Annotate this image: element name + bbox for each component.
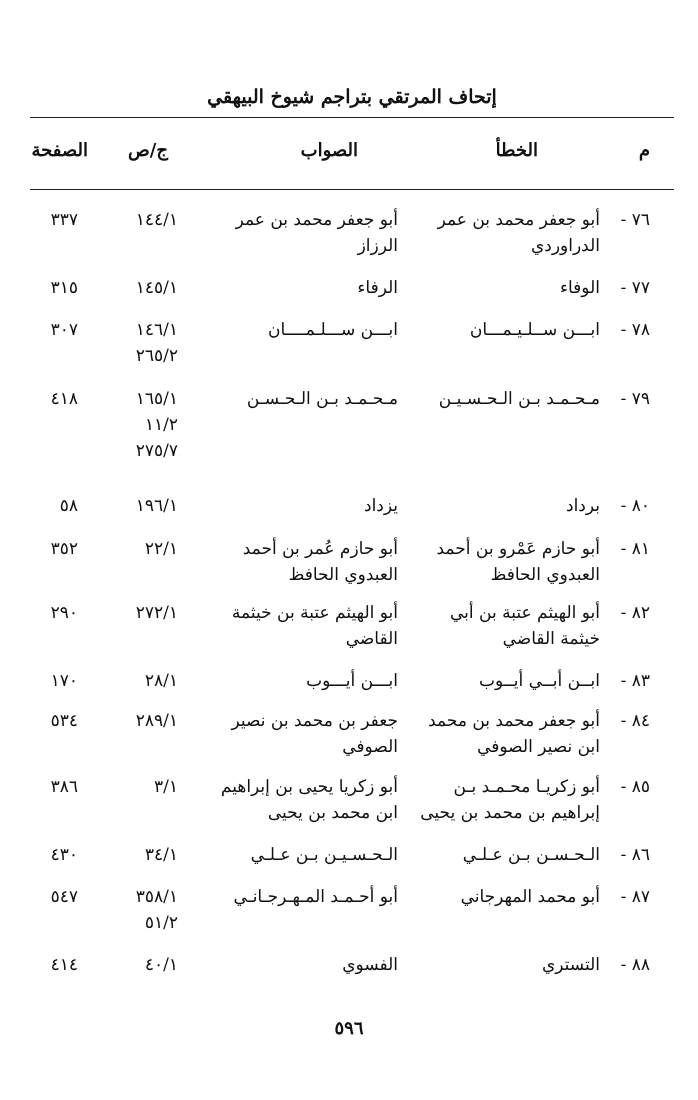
volume-page-ref [108, 952, 178, 978]
volume-page-ref-line: ١١/٢ [144, 415, 178, 435]
wrong-text-line: خيثمة القاضي [502, 629, 600, 649]
wrong-text-line: مـحـمـد بـن الـحـسـيـن [438, 389, 600, 409]
correct-text-line: أبو جعفر محمد بن عمر [235, 210, 398, 230]
page-ref [28, 708, 78, 734]
wrong-text-line: إبراهيم بن محمد بن يحيى [420, 803, 600, 823]
wrong-text-line: الدراوردي [530, 236, 600, 256]
volume-page-ref [108, 317, 178, 369]
correct-text-line: يزداد [364, 496, 398, 516]
volume-page-ref-line: ٢٢/١ [144, 539, 178, 559]
entry-number-line: ٨٠ - [620, 496, 650, 516]
correct-text [198, 386, 398, 412]
entry-number-line: ٨٨ - [620, 955, 650, 975]
correct-text [198, 207, 398, 259]
header-right: الصواب [300, 140, 358, 161]
volume-page-ref [108, 842, 178, 868]
wrong-text [400, 708, 600, 760]
wrong-text-line: ابن نصير الصوفي [477, 737, 600, 757]
entry-number-line: ٧٦ - [620, 210, 650, 230]
volume-page-ref-line: ٣٤/١ [144, 845, 178, 865]
wrong-text [400, 668, 600, 694]
entry-number-line: ٨٢ - [620, 603, 650, 623]
volume-page-ref-line: ١٤٤/١ [135, 210, 178, 230]
page-ref-line: ٥٨ [59, 496, 78, 516]
correct-text-line: أبو زكريا يحيى بن إبراهيم [220, 777, 398, 797]
correct-text [198, 493, 398, 519]
entry-number-line: ٨٤ - [620, 711, 650, 731]
volume-page-ref-line: ٢٧٥/٧ [135, 441, 178, 461]
volume-page-ref [108, 600, 178, 626]
correct-text [198, 668, 398, 694]
page-ref-line: ٣٥٢ [50, 539, 78, 559]
entry-number-line: ٧٨ - [620, 320, 650, 340]
entry-number-line: ٨٥ - [620, 777, 650, 797]
page-ref-line: ٢٩٠ [50, 603, 78, 623]
page-ref-line: ٣٣٧ [50, 210, 78, 230]
wrong-text-line: أبو محمد المهرجاني [460, 887, 600, 907]
page-ref [28, 600, 78, 626]
correct-text-line: مـحـمـد بـن الـحـسـن [246, 389, 398, 409]
wrong-text [400, 952, 600, 978]
wrong-text-line: أبو جعفر محمد بن محمد [428, 711, 600, 731]
volume-page-ref-line: ٥١/٢ [144, 913, 178, 933]
volume-page-ref-line: ١٦٥/١ [135, 389, 178, 409]
correct-text-line: الفسوي [342, 955, 398, 975]
volume-page-ref-line: ١٤٦/١ [135, 320, 178, 340]
correct-text-line: الصوفي [342, 737, 398, 757]
correct-text-line: ابـــن أيـــوب [306, 671, 398, 691]
wrong-text-line: العبدوي الحافظ [490, 565, 600, 585]
wrong-text [400, 275, 600, 301]
wrong-text [400, 600, 600, 652]
page-number: ٥٩٦ [334, 1018, 364, 1039]
header-wrong: الخطأ [495, 140, 538, 161]
wrong-text-line: التستري [541, 955, 600, 975]
page-ref [28, 493, 78, 519]
wrong-text [400, 536, 600, 588]
correct-text-line: أبو الهيثم عتبة بن خيثمة [231, 603, 398, 623]
correct-text [198, 317, 398, 343]
wrong-text-line: أبو جعفر محمد بن عمر [437, 210, 600, 230]
volume-page-ref [108, 536, 178, 562]
page-ref-line: ٣١٥ [50, 278, 78, 298]
volume-page-ref-line: ٤٠/١ [144, 955, 178, 975]
wrong-text-line: الـحـسـن بـن عـلـي [462, 845, 600, 865]
wrong-text [400, 317, 600, 343]
correct-text-line: ابـــن ســـلـمــــان [268, 320, 398, 340]
volume-page-ref-line: ٢٨/١ [144, 671, 178, 691]
wrong-text [400, 774, 600, 826]
header-page: الصفحة [31, 140, 88, 161]
correct-text [198, 952, 398, 978]
correct-text [198, 275, 398, 301]
running-title: إتحاف المرتقي بتراجم شيوخ البيهقي [207, 86, 497, 108]
volume-page-ref-line: ٢٦٥/٢ [135, 346, 178, 366]
header-ref: ج/ص [128, 140, 168, 161]
correct-text [198, 842, 398, 868]
page-ref-line: ٥٤٧ [50, 887, 78, 907]
volume-page-ref-line: ١٤٥/١ [135, 278, 178, 298]
correct-text-line: ابن محمد بن يحيى [267, 803, 398, 823]
wrong-text [400, 842, 600, 868]
page-ref [28, 952, 78, 978]
page-ref-line: ٤١٤ [50, 955, 78, 975]
page-ref [28, 774, 78, 800]
volume-page-ref [108, 774, 178, 800]
volume-page-ref [108, 207, 178, 233]
correct-text-line: القاضي [345, 629, 398, 649]
correct-text-line: جعفر بن محمد بن نصير [231, 711, 398, 731]
page-ref [28, 842, 78, 868]
page-ref-line: ٤١٨ [50, 389, 78, 409]
wrong-text [400, 493, 600, 519]
wrong-text-line: أبو الهيثم عتبة بن أبي [450, 603, 600, 623]
volume-page-ref-line: ٣٥٨/١ [135, 887, 178, 907]
header-num: م [638, 140, 650, 161]
page-ref [28, 275, 78, 301]
entry-number-line: ٨١ - [620, 539, 650, 559]
entry-number-line: ٧٩ - [620, 389, 650, 409]
page-ref [28, 317, 78, 343]
page-ref [28, 536, 78, 562]
page-ref [28, 386, 78, 412]
volume-page-ref [108, 386, 178, 464]
entry-number-line: ٨٧ - [620, 887, 650, 907]
correct-text [198, 884, 398, 910]
page-ref [28, 668, 78, 694]
entry-number-line: ٨٣ - [620, 671, 650, 691]
wrong-text-line: الوفاء [560, 278, 600, 298]
page-ref [28, 207, 78, 233]
entry-number-line: ٧٧ - [620, 278, 650, 298]
wrong-text-line: ابـــن ســلـيـمـــان [469, 320, 600, 340]
correct-text-line: العبدوي الحافظ [288, 565, 398, 585]
volume-page-ref-line: ٣/١ [154, 777, 178, 797]
wrong-text-line: برداد [566, 496, 600, 516]
page-ref-line: ٣٠٧ [50, 320, 78, 340]
correct-text-line: أبو حازم عُمر بن أحمد [242, 539, 398, 559]
correct-text-line: الرزاز [357, 236, 398, 256]
correct-text [198, 774, 398, 826]
page-ref [28, 884, 78, 910]
volume-page-ref [108, 493, 178, 519]
volume-page-ref [108, 668, 178, 694]
wrong-text [400, 207, 600, 259]
page-ref-line: ٥٣٤ [50, 711, 78, 731]
page-ref-line: ٤٣٠ [50, 845, 78, 865]
correct-text-line: الـحـسـيـن بـن عـلـي [250, 845, 398, 865]
page-ref-line: ١٧٠ [50, 671, 78, 691]
volume-page-ref [108, 275, 178, 301]
volume-page-ref [108, 708, 178, 734]
volume-page-ref [108, 884, 178, 936]
entry-number-line: ٨٦ - [620, 845, 650, 865]
wrong-text [400, 884, 600, 910]
wrong-text-line: ابــن أبــي أيــوب [479, 671, 600, 691]
correct-text [198, 708, 398, 760]
volume-page-ref-line: ٢٧٢/١ [135, 603, 178, 623]
volume-page-ref-line: ٢٨٩/١ [135, 711, 178, 731]
correct-text-line: الرفاء [357, 278, 398, 298]
wrong-text [400, 386, 600, 412]
wrong-text-line: أبو حازم عَمْرو بن أحمد [436, 539, 600, 559]
wrong-text-line: أبو زكريـا محـمـد بـن [453, 777, 600, 797]
correct-text [198, 600, 398, 652]
correct-text-line: أبو أحـمـد المـهـرجـانـي [233, 887, 398, 907]
volume-page-ref-line: ١٩٦/١ [135, 496, 178, 516]
correct-text [198, 536, 398, 588]
page-ref-line: ٣٨٦ [50, 777, 78, 797]
